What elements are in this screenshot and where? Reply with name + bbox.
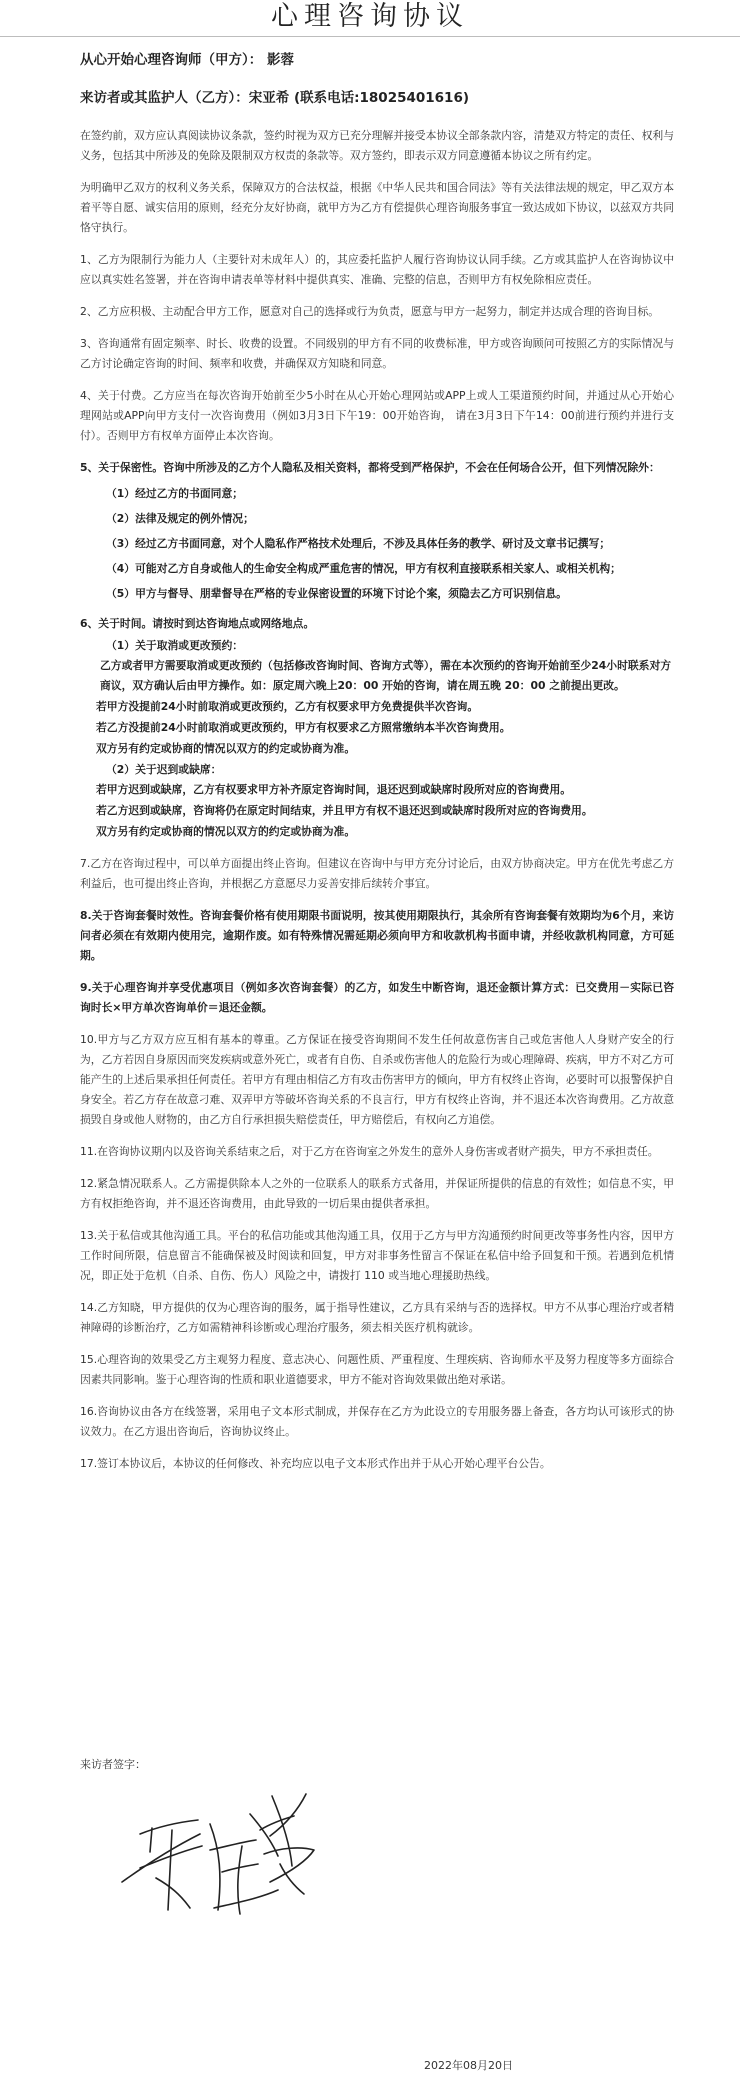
agreement-body (80, 50, 674, 1486)
clause-10: 10.甲方与乙方双方应互相有基本的尊重。乙方保证在接受咨询期间不发生任何故意伤害自己或危害他人人身财产安全的行为，乙方若因自身原因而突发疾病或意外死亡，或者有自伤、自杀或伤害他人的危险行为或心理障碍、疾病，甲方不对乙方可能产生的上述后果承担任何责任。若甲方有理由相信乙方有攻击伤害甲方的倾向，甲方有权终止咨询，必要时可以报警保护自身安全。若乙方存在故意刁难、双弄甲方等破坏咨询关系的不良言行，甲方有权终止咨询，并不退还本次咨询费用。乙方故意损毁自身或他人财物的，由乙方自行承担损失赔偿责任，甲方赔偿后，有权向乙方追偿。 (80, 1033, 674, 1126)
clause-7: 7.乙方在咨询过程中，可以单方面提出终止咨询。但建议在咨询中与甲方充分讨论后，由双方协商决定。甲方在优先考虑乙方利益后，也可提出终止咨询，并根据乙方意愿尽力妥善安排后续转介事宜。 (80, 857, 674, 890)
clause-3: 3、咨询通常有固定频率、时长、收费的设置。不同级别的甲方有不同的收费标准，甲方或咨询顾问可按照乙方的实际情况与乙方讨论确定咨询的时间、频率和收费，并确保双方知晓和同意。 (80, 337, 674, 370)
clause-6-text: 双方另有约定或协商的情况以双方的约定或协商为准。 (96, 825, 356, 838)
clause-16: 16.咨询协议由各方在线签署，采用电子文本形式制成，并保存在乙方为此设立的专用服务器上备查，各方均认可该形式的协议效力。在乙方退出咨询后，咨询协议终止。 (80, 1405, 674, 1438)
clause-17: 17.签订本协议后，本协议的任何修改、补充均应以电子文本形式作出并于从心开始心理平台公告。 (80, 1457, 551, 1470)
list-item: （5）甲方与督导、朋辈督导在严格的专业保密设置的环境下讨论个案，须隐去乙方可识别信息。 (106, 587, 567, 600)
signing-date: 2022年08月20日 (424, 2059, 513, 2072)
handwritten-signature (110, 1790, 330, 1930)
list-item: （3）经过乙方书面同意，对个人隐私作严格技术处理后，不涉及具体任务的教学、研讨及文章书记撰写； (106, 537, 611, 550)
clause-6-subheading-1: （1）关于取消或更改预约： (106, 639, 244, 652)
clause-15: 15.心理咨询的效果受乙方主观努力程度、意志决心、问题性质、严重程度、生理疾病、咨询师水平及努力程度等多方面综合因素共同影响。鉴于心理咨询的性质和职业道德要求，甲方不能对咨询效果做出绝对承诺。 (80, 1353, 674, 1386)
clause-6-text: 若乙方没提前24小时前取消或更改预约，甲方有权要求乙方照常缴纳本半次咨询费用。 (96, 721, 511, 734)
clause-6-subheading-2: （2）关于迟到或缺席： (106, 763, 222, 776)
clause-11: 11.在咨询协议期内以及咨询关系结束之后，对于乙方在咨询室之外发生的意外人身伤害或者财产损失，甲方不承担责任。 (80, 1145, 659, 1158)
intro-paragraph-1: 在签约前，双方应认真阅读协议条款，签约时视为双方已充分理解并接受本协议全部条款内容，清楚双方特定的责任、权利与义务，包括其中所涉及的免除及限制双方权责的条款等。双方签约，即表示双方同意遵循本协议之所有约定。 (80, 129, 674, 162)
list-item: （4）可能对乙方自身或他人的生命安全构成严重危害的情况，甲方有权利直接联系相关家人、或相关机构； (106, 562, 621, 575)
document-title: 心理咨询协议 (271, 1, 469, 32)
list-item: （1）经过乙方的书面同意； (106, 487, 244, 500)
clause-8: 8.关于咨询套餐时效性。咨询套餐价格有使用期限书面说明，按其使用期限执行，其余所有咨询套餐有效期均为6个月，来访问者必须在有效期内使用完，逾期作废。如有特殊情况需延期必须向甲方和收款机构书面申请，并经收款机构同意，方可延期。 (80, 909, 674, 962)
clause-6-text: 乙方或者甲方需要取消或更改预约（包括修改咨询时间、咨询方式等），需在本次预约的咨询开始前至少24小时联系对方商议，双方确认后由甲方操作。如：原定周六晚上20：00 开始的咨询，请在周五晚 20：00 之前提出更改。 (100, 659, 672, 692)
clause-13: 13.关于私信或其他沟通工具。平台的私信功能或其他沟通工具，仅用于乙方与甲方沟通预约时间更改等事务性内容，因甲方工作时间所限，信息留言不能确保被及时阅读和回复，甲方对非事务性留言不保证在私信中给予回复和干预。若遇到危机情况，即正处于危机（自杀、自伤、伤人）风险之中，请拨打 110 或当地心理援助热线。 (80, 1229, 674, 1282)
clause-4: 4、关于付费。乙方应当在每次咨询开始前至少5小时在从心开始心理网站或APP上或人工渠道预约时间，并通过从心开始心理网站或APP向甲方支付一次咨询费用（例如3月3日下午19：00开始咨询， 请在3月3日下午14：00前进行预约并进行支付）。否则甲方有权单方面停止本次咨询。 (80, 389, 674, 442)
clause-12: 12.紧急情况联系人。乙方需提供除本人之外的一位联系人的联系方式备用，并保证所提供的信息的有效性；如信息不实，甲方有权拒绝咨询，并不退还咨询费用，由此导致的一切后果由提供者承担。 (80, 1177, 674, 1210)
clause-6-text: 双方另有约定或协商的情况以双方的约定或协商为准。 (96, 742, 356, 755)
clause-6-text: 若乙方迟到或缺席，咨询将仍在原定时间结束，并且甲方有权不退还迟到或缺席时段所对应的咨询费用。 (96, 804, 593, 817)
intro-paragraph-2: 为明确甲乙双方的权利义务关系，保障双方的合法权益，根据《中华人民共和国合同法》等有关法律法规的规定，甲乙双方本着平等自愿、诚实信用的原则，经充分友好协商，就甲方为乙方有偿提供心理咨询服务事宜一致达成如下协议，以兹双方共同恪守执行。 (80, 181, 674, 234)
clause-1: 1、乙方为限制行为能力人（主要针对未成年人）的，其应委托监护人履行咨询协议认同手续。乙方或其监护人在咨询协议中应以真实姓名签署，并在咨询申请表单等材料中提供真实、准确、完整的信息，否则甲方有权免除相应责任。 (80, 253, 674, 286)
clause-2: 2、乙方应积极、主动配合甲方工作，愿意对自己的选择或行为负责，愿意与甲方一起努力，制定并达成合理的咨询目标。 (80, 305, 660, 318)
signature-text: 宋亚希 (110, 1790, 113, 1791)
title-divider (0, 36, 740, 37)
clause-6-text: 若甲方迟到或缺席，乙方有权要求甲方补齐原定咨询时间，退还迟到或缺席时段所对应的咨询费用。 (96, 783, 572, 796)
clause-6-text: 若甲方没提前24小时前取消或更改预约，乙方有权要求甲方免费提供半次咨询。 (96, 700, 479, 713)
clause-6: 6、关于时间。请按时到达咨询地点或网络地点。 (80, 617, 315, 630)
party-b-line: 来访者或其监护人（乙方）：宋亚希 (联系电话:18025401616) (80, 90, 470, 106)
clause-14: 14.乙方知晓，甲方提供的仅为心理咨询的服务，属于指导性建议，乙方具有采纳与否的选择权。甲方不从事心理治疗或者精神障碍的诊断治疗，乙方如需精神科诊断或心理治疗服务，须去相关医疗机构就诊。 (80, 1301, 674, 1334)
party-a-line: 从心开始心理咨询师（甲方）： 影蓉 (80, 52, 294, 68)
clause-9: 9.关于心理咨询并享受优惠项目（例如多次咨询套餐）的乙方，如发生中断咨询，退还金额计算方式：已交费用－实际已咨询时长×甲方单次咨询单价＝退还金额。 (80, 981, 674, 1014)
visitor-signature-label: 来访者签字： (80, 1758, 146, 1771)
confidentiality-exceptions-list (80, 484, 674, 604)
clause-5: 5、关于保密性。咨询中所涉及的乙方个人隐私及相关资料，都将受到严格保护，不会在任何场合公开，但下列情况除外： (80, 461, 660, 474)
list-item: （2）法律及规定的例外情况； (106, 512, 254, 525)
